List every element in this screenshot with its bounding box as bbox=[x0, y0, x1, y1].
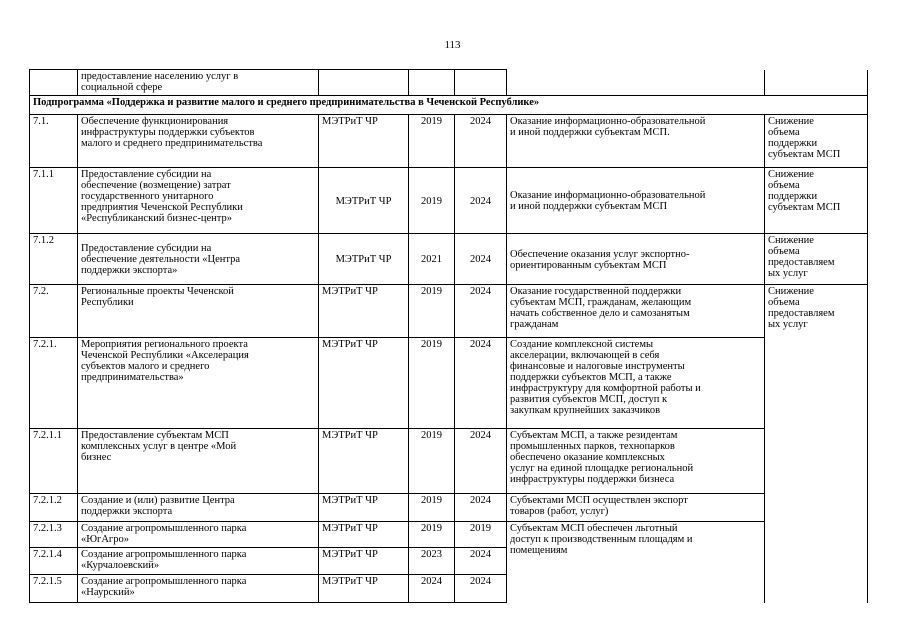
cell-end-year: 2024 bbox=[455, 429, 507, 494]
cell-consequence: Снижение объема поддержки субъектам МСП bbox=[765, 115, 868, 168]
cell-result: Субъектам МСП обеспечен льготный доступ к производственным площадям и помещениям bbox=[507, 522, 765, 603]
cell-result: Оказание государственной поддержки субъектам МСП, гражданам, желающим начать собственное дело и самозанятым гражданам bbox=[507, 285, 765, 338]
cell-consequence: Снижение объема предоставляем ых услуг bbox=[765, 234, 868, 285]
cell-start-year: 2021 bbox=[409, 234, 455, 285]
cell-end-year: 2024 bbox=[455, 494, 507, 522]
cell-consequence bbox=[765, 548, 868, 575]
cell-num: 7.1. bbox=[30, 115, 78, 168]
program-table bbox=[29, 69, 868, 603]
cell-start-year: 2019 bbox=[409, 168, 455, 234]
table-row-carryover bbox=[30, 70, 868, 96]
cell-end-year bbox=[455, 70, 507, 96]
table-row bbox=[30, 285, 868, 338]
cell-executor: МЭТРиТ ЧР bbox=[319, 285, 409, 338]
cell-consequence: Снижение объема предоставляем ых услуг bbox=[765, 285, 868, 429]
table-row bbox=[30, 522, 868, 548]
cell-name: Мероприятия регионального проекта Чеченской Республики «Акселерация субъектов малого и среднего предпринимательства» bbox=[78, 338, 319, 429]
cell-executor: МЭТРиТ ЧР bbox=[319, 234, 409, 285]
cell-start-year: 2019 bbox=[409, 429, 455, 494]
cell-executor: МЭТРиТ ЧР bbox=[319, 522, 409, 548]
cell-result: Создание комплексной системы акселерации, включающей в себя финансовые и налоговые инструменты поддержки субъектов МСП, а также инфраструктуру для комфортной работы и развития субъектов МСП, доступ к закупкам крупнейших заказчиков bbox=[507, 338, 765, 429]
table-row bbox=[30, 338, 868, 429]
cell-executor: МЭТРиТ ЧР bbox=[319, 429, 409, 494]
table-row bbox=[30, 429, 868, 494]
cell-num: 7.2.1.2 bbox=[30, 494, 78, 522]
cell-start-year: 2019 bbox=[409, 494, 455, 522]
cell-num: 7.2.1. bbox=[30, 338, 78, 429]
cell-num: 7.1.2 bbox=[30, 234, 78, 285]
cell-consequence bbox=[765, 70, 868, 96]
cell-end-year: 2024 bbox=[455, 115, 507, 168]
cell-end-year: 2024 bbox=[455, 548, 507, 575]
cell-result bbox=[507, 70, 765, 96]
cell-result: Оказание информационно-образовательной и иной поддержки субъектам МСП. bbox=[507, 115, 765, 168]
subprogram-title: Подпрограмма «Поддержка и развитие малого и среднего предпринимательства в Чеченской Республике» bbox=[30, 96, 868, 115]
cell-name: Предоставление субъектам МСП комплексных услуг в центре «Мой бизнес bbox=[78, 429, 319, 494]
cell-num: 7.2.1.3 bbox=[30, 522, 78, 548]
cell-result: Обеспечение оказания услуг экспортно- ориентированным субъектам МСП bbox=[507, 234, 765, 285]
cell-name: предоставление населению услуг в социальной сфере bbox=[78, 70, 319, 96]
cell-start-year: 2024 bbox=[409, 575, 455, 603]
cell-end-year: 2024 bbox=[455, 234, 507, 285]
cell-consequence bbox=[765, 429, 868, 494]
cell-executor: МЭТРиТ ЧР bbox=[319, 575, 409, 603]
cell-name: Создание агропромышленного парка «ЮгАгро» bbox=[78, 522, 319, 548]
cell-num: 7.2.1.4 bbox=[30, 548, 78, 575]
cell-executor: МЭТРиТ ЧР bbox=[319, 338, 409, 429]
table-row bbox=[30, 494, 868, 522]
cell-num: 7.2.1.5 bbox=[30, 575, 78, 603]
cell-executor: МЭТРиТ ЧР bbox=[319, 548, 409, 575]
table-row bbox=[30, 115, 868, 168]
cell-end-year: 2024 bbox=[455, 575, 507, 603]
cell-end-year: 2024 bbox=[455, 285, 507, 338]
cell-name: Обеспечение функционирования инфраструктуры поддержки субъектов малого и среднего предпринимательства bbox=[78, 115, 319, 168]
cell-consequence: Снижение объема поддержки субъектам МСП bbox=[765, 168, 868, 234]
cell-start-year: 2019 bbox=[409, 522, 455, 548]
cell-end-year: 2024 bbox=[455, 168, 507, 234]
cell-start-year: 2023 bbox=[409, 548, 455, 575]
cell-name: Региональные проекты Чеченской Республики bbox=[78, 285, 319, 338]
cell-executor: МЭТРиТ ЧР bbox=[319, 115, 409, 168]
table-row bbox=[30, 234, 868, 285]
cell-end-year: 2024 bbox=[455, 338, 507, 429]
cell-name: Предоставление субсидии на обеспечение (возмещение) затрат государственного унитарного предприятия Чеченской Республики «Республиканский бизнес-центр» bbox=[78, 168, 319, 234]
cell-consequence bbox=[765, 522, 868, 548]
cell-name: Предоставление субсидии на обеспечение деятельности «Центра поддержки экспорта» bbox=[78, 234, 319, 285]
cell-executor bbox=[319, 70, 409, 96]
page-number: 113 bbox=[444, 39, 461, 51]
cell-start-year: 2019 bbox=[409, 285, 455, 338]
cell-end-year: 2019 bbox=[455, 522, 507, 548]
cell-executor: МЭТРиТ ЧР bbox=[319, 494, 409, 522]
table-row bbox=[30, 168, 868, 234]
cell-num bbox=[30, 70, 78, 96]
cell-consequence bbox=[765, 494, 868, 522]
cell-executor: МЭТРиТ ЧР bbox=[319, 168, 409, 234]
cell-start-year bbox=[409, 70, 455, 96]
cell-num: 7.1.1 bbox=[30, 168, 78, 234]
cell-name: Создание агропромышленного парка «Курчалоевский» bbox=[78, 548, 319, 575]
cell-start-year: 2019 bbox=[409, 115, 455, 168]
cell-name: Создание и (или) развитие Центра поддержки экспорта bbox=[78, 494, 319, 522]
cell-consequence bbox=[765, 575, 868, 603]
cell-result: Субъектам МСП, а также резидентам промышленных парков, технопарков обеспечено оказание комплексных услуг на единой площадке региональной инфраструктуры поддержки бизнеса bbox=[507, 429, 765, 494]
cell-num: 7.2. bbox=[30, 285, 78, 338]
cell-result: Субъектами МСП осуществлен экспорт товаров (работ, услуг) bbox=[507, 494, 765, 522]
subprogram-row bbox=[30, 96, 868, 115]
cell-num: 7.2.1.1 bbox=[30, 429, 78, 494]
cell-result: Оказание информационно-образовательной и иной поддержки субъектам МСП bbox=[507, 168, 765, 234]
cell-name: Создание агропромышленного парка «Наурский» bbox=[78, 575, 319, 603]
cell-start-year: 2019 bbox=[409, 338, 455, 429]
